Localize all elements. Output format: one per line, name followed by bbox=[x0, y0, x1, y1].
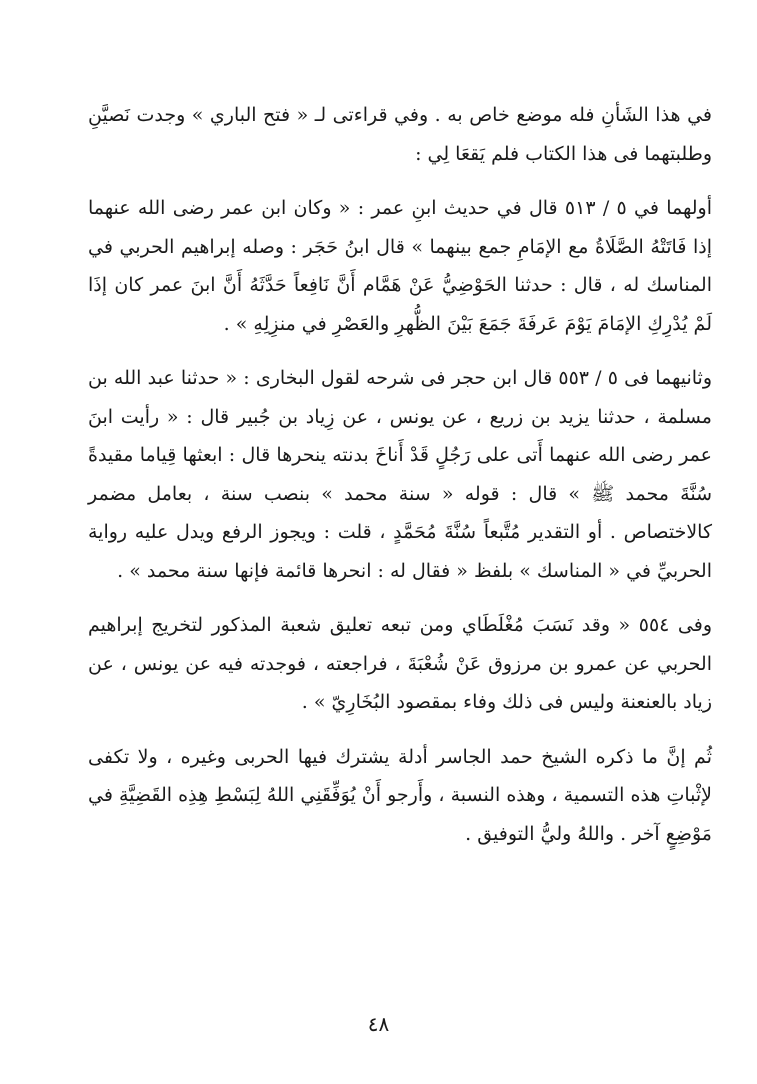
paragraph-conclusion: ثُم إنَّ ما ذكره الشيخ حمد الجاسر أدلة يشترك فيها الحربى وغيره ، ولا تكفى لإثْباتِ هذه التسمية ، وهذه النسبة ، وأَرجو أَنْ يُوَفِّقَنِي اللهُ لِبَسْطِ هِذِه القَضِيَّةِ في مَوْضِعٍ آخر . واللهُ وليُّ التوفيق . bbox=[88, 745, 712, 845]
paragraph-mughaltay: وفى ٥٥٤ « وقد نَسَبَ مُغْلَطَاي ومن تبعه تعليق شعبة المذكور لتخريج إبراهيم الحربي عن عمرو بن مرزوق عَنْ شُعْبَةَ ، فراجعته ، فوجدته فيه عن يونس ، عن زياد بالعنعنة وليس فى ذلك وفاء بمقصود البُخَارِيّ » . bbox=[88, 614, 712, 713]
paragraph-second-text: وثانيهما فى ٥ / ٥٥٣ قال ابن حجر فى شرحه لقول البخارى : « حدثنا عبد الله بن مسلمة ، حدثنا يزيد بن زريع ، عن يونس ، عن زِياد بن جُبير قال : « رأيت ابنَ عمر رضى الله عنهما أَتى على رَجُلٍ قَدْ أَناخَ بدنته ينحرها قال : ابعثها قِياما مقيدةً سُنَّةَ محمد ﷺ » قال : قوله « سنة محمد » بنصب سنة ، بعامل مضمر كالاختصاص . أو التقدير مُتَّبعاً سُنَّةَ مُحَمَّدٍ ، قلت : ويجوز الرفع ويدل عليه رواية الحربيِّ في « المناسك » بلفظ « فقال له : انحرها قائمة فإنها سنة محمد » . bbox=[88, 367, 712, 582]
paragraph-intro: في هذا الشَأنِ فله موضع خاص به . وفي قراءتى لـ « فتح الباري » وجدت نَصيَّنِ وطلبتهما فى هذا الكتاب فلم يَقعَا لِي : bbox=[88, 104, 712, 165]
paragraph-first-text: أولهما في ٥ / ٥١٣ قال في حديث ابنِ عمر : « وكان ابن عمر رضى الله عنهما إذا فَاتَتْهُ الصَّلَاةُ مع الإمَامِ جمع بينهما » قال ابنُ حَجَر : وصله إبراهيم الحربي في المناسك له ، قال : حدثنا الحَوْضِيُّ عَنْ هَمَّام أَنَّ نَافِعاً حَدَّثَهُ أَنَّ ابنَ عمر كان إذَا لَمْ يُدْرِكِ الإمَامَ يَوْمَ عَرفَةَ جَمَعَ بَيْنَ الظُّهرِ والعَصْرِ في منزِلِهِ » . bbox=[88, 197, 712, 335]
page-body bbox=[88, 96, 712, 869]
page-number: ٤٨ bbox=[367, 1012, 390, 1036]
